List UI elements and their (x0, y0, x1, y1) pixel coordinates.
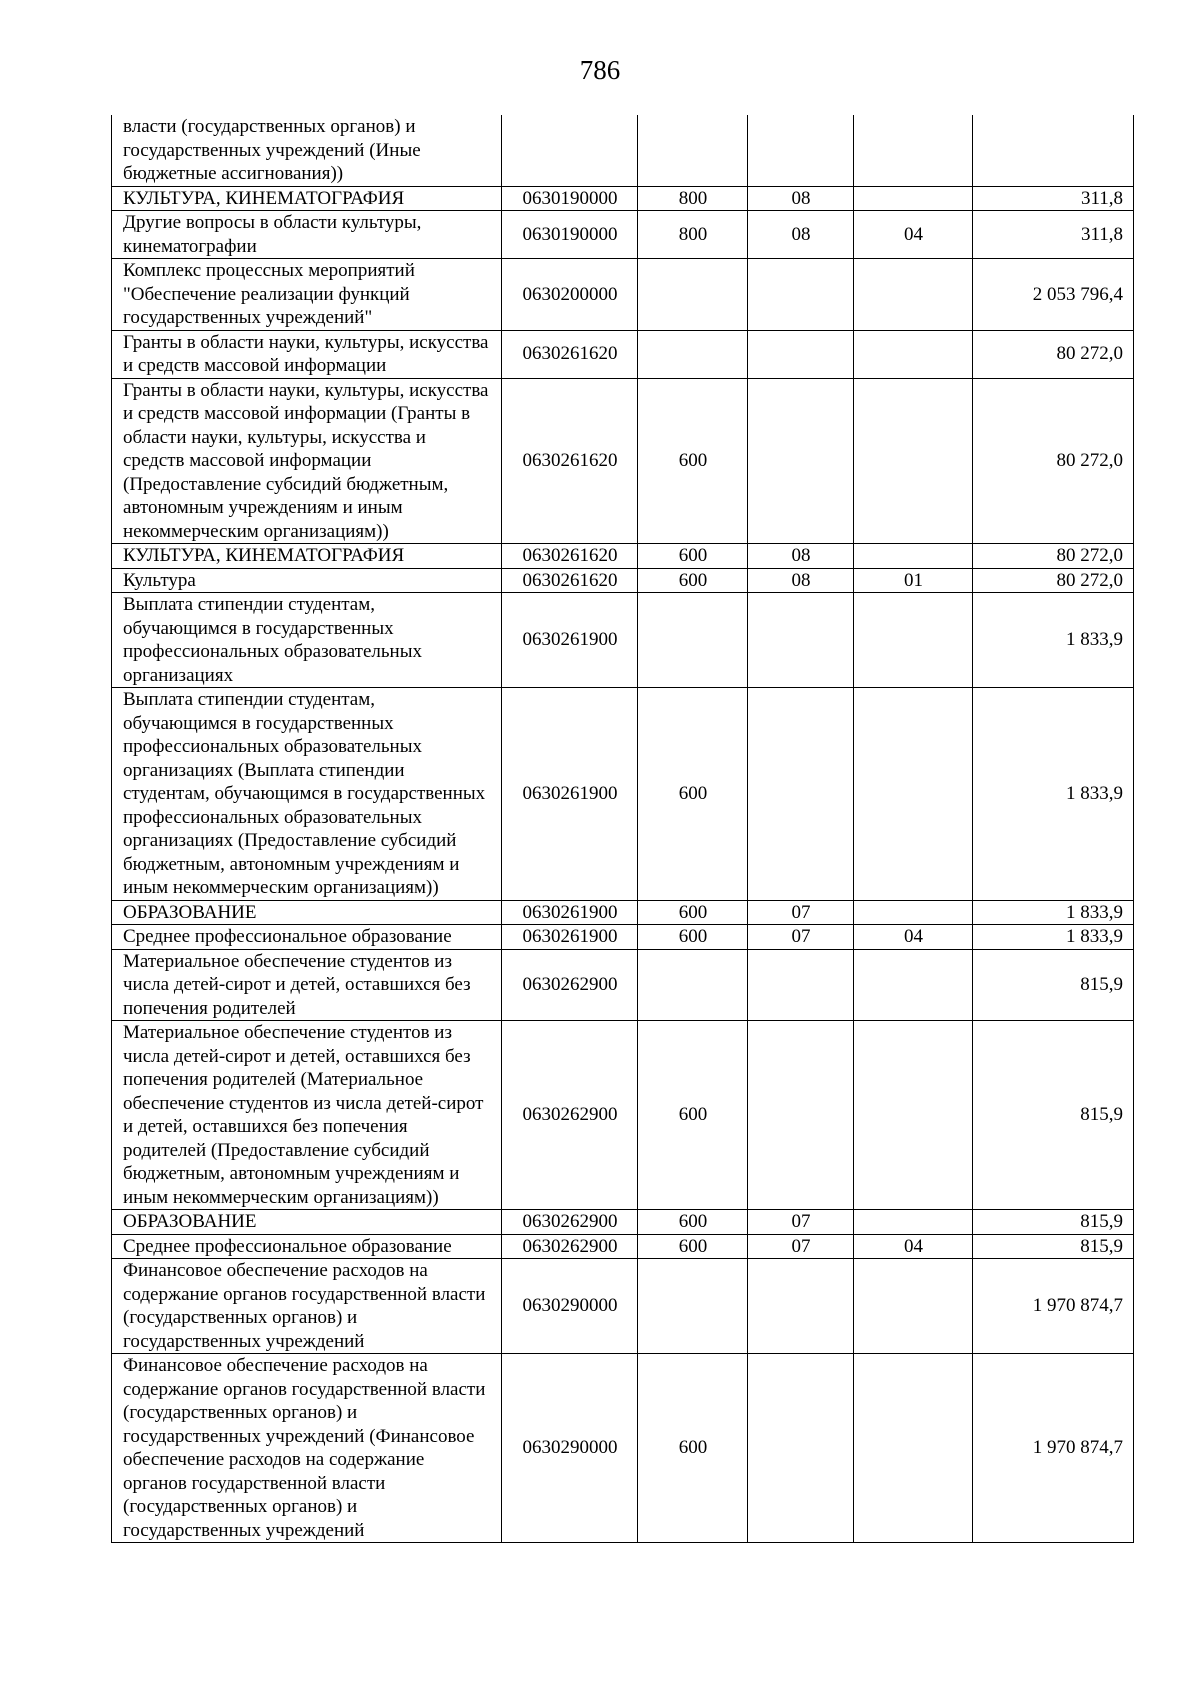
row-name-cell: Материальное обеспечение студентов из числа детей-сирот и детей, оставшихся без попечения родителей (Материальное обеспечение студентов из числа детей-сирот и детей, оставшихся без попечения родителей (Предоставление субсидий бюджетным, автономным учреждениям и иным некоммерческим организациям)) (112, 1021, 502, 1210)
row-expense-type-cell (638, 1259, 748, 1354)
row-name-cell: КУЛЬТУРА, КИНЕМАТОГРАФИЯ (112, 544, 502, 569)
table-row (112, 1234, 1134, 1259)
row-section-cell (748, 330, 854, 378)
row-section-cell: 08 (748, 544, 854, 569)
table-row (112, 1259, 1134, 1354)
row-expense-type-cell: 600 (638, 1354, 748, 1543)
row-section-cell: 08 (748, 568, 854, 593)
row-expense-type-cell: 600 (638, 900, 748, 925)
row-sum-cell: 815,9 (973, 1210, 1134, 1235)
row-name-cell: Гранты в области науки, культуры, искусства и средств массовой информации (112, 330, 502, 378)
table-row (112, 1354, 1134, 1543)
row-expense-type-cell: 600 (638, 378, 748, 544)
row-section-cell: 07 (748, 925, 854, 950)
row-section-cell (748, 688, 854, 901)
row-name-cell: Гранты в области науки, культуры, искусства и средств массовой информации (Гранты в области науки, культуры, искусства и средств массовой информации (Предоставление субсидий бюджетным, автономным учреждениям и иным некоммерческим организациям)) (112, 378, 502, 544)
row-name-cell: ОБРАЗОВАНИЕ (112, 1210, 502, 1235)
row-section-cell: 07 (748, 1234, 854, 1259)
row-sum-cell: 815,9 (973, 1234, 1134, 1259)
row-section-cell: 07 (748, 900, 854, 925)
row-section-cell (748, 259, 854, 331)
row-expense-type-cell: 800 (638, 211, 748, 259)
table-row (112, 330, 1134, 378)
row-section-cell (748, 1354, 854, 1543)
row-subsection-cell (854, 949, 973, 1021)
row-expense-type-cell: 600 (638, 688, 748, 901)
row-code-cell: 0630261900 (502, 900, 638, 925)
row-subsection-cell (854, 186, 973, 211)
row-section-cell (748, 593, 854, 688)
table-row (112, 688, 1134, 901)
row-sum-cell: 80 272,0 (973, 330, 1134, 378)
row-sum-cell: 311,8 (973, 211, 1134, 259)
table-row (112, 900, 1134, 925)
row-name-cell: Другие вопросы в области культуры, кинематографии (112, 211, 502, 259)
row-subsection-cell (854, 1259, 973, 1354)
row-expense-type-cell (638, 593, 748, 688)
row-section-cell: 07 (748, 1210, 854, 1235)
row-sum-cell: 815,9 (973, 949, 1134, 1021)
row-code-cell: 0630261620 (502, 378, 638, 544)
table-row (112, 1210, 1134, 1235)
row-expense-type-cell: 800 (638, 186, 748, 211)
table-row (112, 568, 1134, 593)
row-subsection-cell (854, 593, 973, 688)
row-name-cell: Выплата стипендии студентам, обучающимся в государственных профессиональных образовательных организациях (Выплата стипендии студентам, обучающимся в государственных профессиональных образовательных организациях (Предоставление субсидий бюджетным, автономным учреждениям и иным некоммерческим организациям)) (112, 688, 502, 901)
row-code-cell: 0630290000 (502, 1354, 638, 1543)
row-sum-cell: 1 833,9 (973, 925, 1134, 950)
row-code-cell: 0630262900 (502, 949, 638, 1021)
row-name-cell: Комплекс процессных мероприятий "Обеспечение реализации функций государственных учреждений" (112, 259, 502, 331)
row-expense-type-cell: 600 (638, 1021, 748, 1210)
row-expense-type-cell (638, 330, 748, 378)
budget-table-body (112, 115, 1134, 1543)
row-sum-cell: 2 053 796,4 (973, 259, 1134, 331)
row-section-cell (748, 115, 854, 186)
row-code-cell: 0630261620 (502, 568, 638, 593)
row-expense-type-cell (638, 259, 748, 331)
row-subsection-cell (854, 115, 973, 186)
table-row (112, 1021, 1134, 1210)
row-sum-cell: 1 833,9 (973, 900, 1134, 925)
table-row (112, 115, 1134, 186)
row-code-cell: 0630261900 (502, 688, 638, 901)
row-expense-type-cell: 600 (638, 568, 748, 593)
row-code-cell: 0630190000 (502, 186, 638, 211)
row-subsection-cell (854, 1354, 973, 1543)
row-sum-cell: 1 970 874,7 (973, 1354, 1134, 1543)
row-expense-type-cell: 600 (638, 544, 748, 569)
row-section-cell (748, 1259, 854, 1354)
budget-table (111, 115, 1134, 1543)
row-name-cell: Культура (112, 568, 502, 593)
row-name-cell: КУЛЬТУРА, КИНЕМАТОГРАФИЯ (112, 186, 502, 211)
row-expense-type-cell: 600 (638, 1234, 748, 1259)
table-row (112, 259, 1134, 331)
row-code-cell: 0630262900 (502, 1021, 638, 1210)
row-subsection-cell (854, 259, 973, 331)
row-expense-type-cell (638, 115, 748, 186)
row-subsection-cell (854, 330, 973, 378)
row-subsection-cell (854, 900, 973, 925)
row-section-cell (748, 378, 854, 544)
row-subsection-cell (854, 688, 973, 901)
row-sum-cell: 815,9 (973, 1021, 1134, 1210)
row-subsection-cell (854, 1021, 973, 1210)
row-name-cell: Среднее профессиональное образование (112, 925, 502, 950)
row-sum-cell: 1 833,9 (973, 593, 1134, 688)
row-section-cell (748, 1021, 854, 1210)
row-code-cell: 0630190000 (502, 211, 638, 259)
row-subsection-cell: 04 (854, 1234, 973, 1259)
row-code-cell (502, 115, 638, 186)
table-row (112, 949, 1134, 1021)
row-subsection-cell (854, 378, 973, 544)
row-expense-type-cell: 600 (638, 925, 748, 950)
row-code-cell: 0630290000 (502, 1259, 638, 1354)
table-row (112, 925, 1134, 950)
table-row (112, 378, 1134, 544)
row-sum-cell: 80 272,0 (973, 378, 1134, 544)
row-sum-cell: 1 970 874,7 (973, 1259, 1134, 1354)
row-expense-type-cell: 600 (638, 1210, 748, 1235)
row-section-cell: 08 (748, 186, 854, 211)
row-code-cell: 0630261620 (502, 330, 638, 378)
row-code-cell: 0630261620 (502, 544, 638, 569)
row-subsection-cell: 01 (854, 568, 973, 593)
row-sum-cell: 1 833,9 (973, 688, 1134, 901)
row-sum-cell (973, 115, 1134, 186)
row-name-cell: власти (государственных органов) и государственных учреждений (Иные бюджетные ассигнования)) (112, 115, 502, 186)
row-section-cell (748, 949, 854, 1021)
page-number: 786 (579, 55, 621, 85)
row-subsection-cell (854, 544, 973, 569)
row-section-cell: 08 (748, 211, 854, 259)
row-name-cell: Финансовое обеспечение расходов на содержание органов государственной власти (государственных органов) и государственных учреждений (112, 1259, 502, 1354)
table-row (112, 186, 1134, 211)
row-name-cell: Финансовое обеспечение расходов на содержание органов государственной власти (государственных органов) и государственных учреждений (Финансовое обеспечение расходов на содержание органов государственной власти (государственных органов) и государственных учреждений (112, 1354, 502, 1543)
row-name-cell: Выплата стипендии студентам, обучающимся в государственных профессиональных образовательных организациях (112, 593, 502, 688)
row-code-cell: 0630261900 (502, 593, 638, 688)
row-code-cell: 0630262900 (502, 1210, 638, 1235)
row-subsection-cell (854, 1210, 973, 1235)
row-subsection-cell: 04 (854, 211, 973, 259)
row-code-cell: 0630261900 (502, 925, 638, 950)
row-sum-cell: 80 272,0 (973, 544, 1134, 569)
table-row (112, 593, 1134, 688)
row-sum-cell: 311,8 (973, 186, 1134, 211)
row-subsection-cell: 04 (854, 925, 973, 950)
row-code-cell: 0630262900 (502, 1234, 638, 1259)
table-row (112, 544, 1134, 569)
row-name-cell: Материальное обеспечение студентов из числа детей-сирот и детей, оставшихся без попечения родителей (112, 949, 502, 1021)
row-name-cell: ОБРАЗОВАНИЕ (112, 900, 502, 925)
row-code-cell: 0630200000 (502, 259, 638, 331)
row-sum-cell: 80 272,0 (973, 568, 1134, 593)
table-row (112, 211, 1134, 259)
row-expense-type-cell (638, 949, 748, 1021)
row-name-cell: Среднее профессиональное образование (112, 1234, 502, 1259)
